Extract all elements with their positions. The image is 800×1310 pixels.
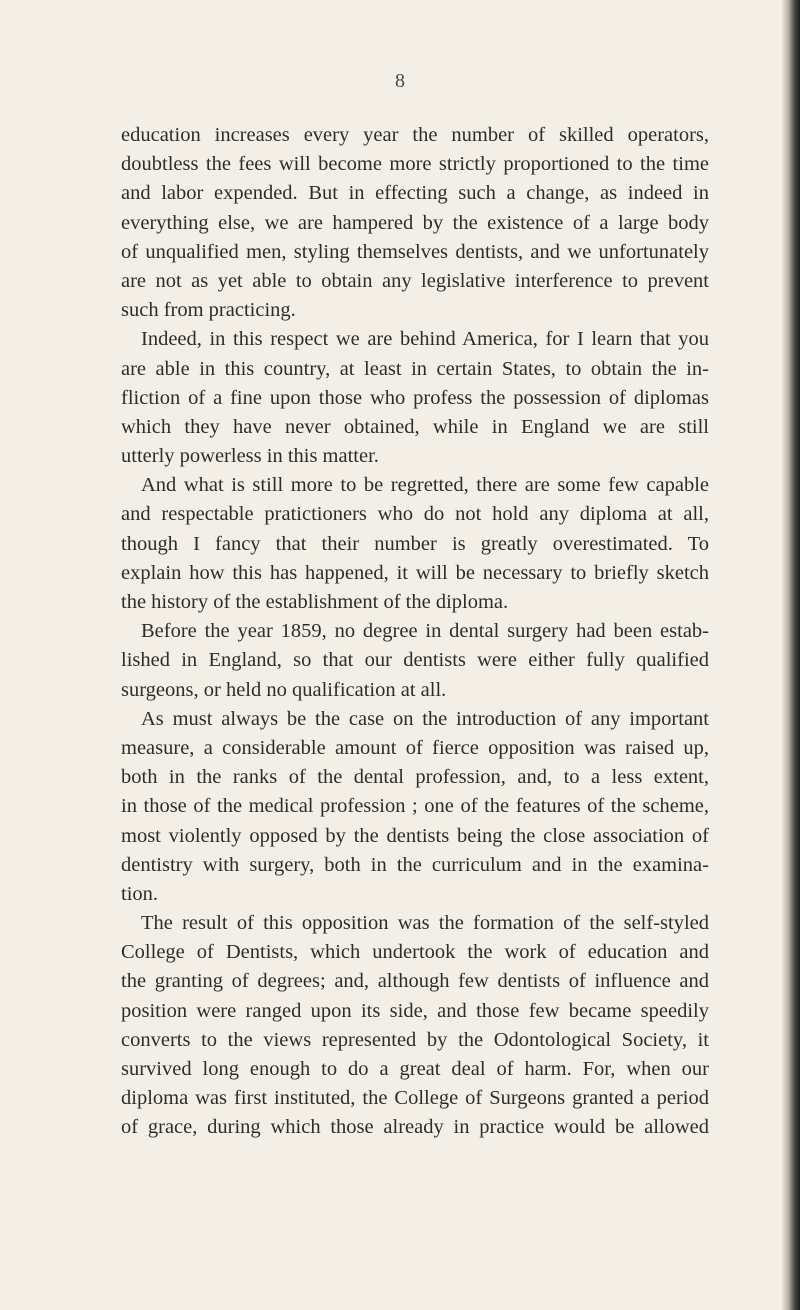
text-line: of grace, during which those already in practice would be allowed — [121, 1116, 709, 1139]
text-line: Indeed, in this respect we are behind America, for I learn that you — [141, 328, 709, 351]
text-line: the history of the establishment of the diploma. — [121, 591, 509, 613]
text-line: in those of the medical profession ; one of the features of the scheme, — [121, 795, 709, 818]
text-line: tion. — [121, 882, 159, 905]
text-line: As must always be the case on the introduction of any important — [141, 707, 709, 730]
text-line: measure, a considerable amount of fierce opposition was raised up, — [121, 736, 709, 759]
text-line: diploma was first instituted, the College of Surgeons granted a period — [121, 1087, 709, 1110]
text-line: converts to the views represented by the Odontological Society, it — [121, 1028, 709, 1051]
text-line: such from practicing. — [121, 299, 296, 322]
text-line: explain how this has happened, it will be necessary to briefly sketch — [121, 561, 709, 584]
text-line: fliction of a fine upon those who profess the possession of diplomas — [121, 386, 709, 409]
text-line: though I fancy that their number is greatly overestimated. To — [121, 532, 709, 555]
text-line: dentistry with surgery, both in the curriculum and in the examina- — [121, 853, 709, 876]
text-line: are not as yet able to obtain any legislative interference to prevent — [121, 269, 709, 292]
text-line: both in the ranks of the dental profession, and, to a less extent, — [121, 766, 709, 789]
text-line: and labor expended. But in effecting such a change, as indeed in — [121, 182, 709, 205]
text-line: are able in this country, at least in certain States, to obtain the in- — [121, 357, 709, 380]
text-line: which they have never obtained, while in England we are still — [121, 415, 709, 438]
text-line: the granting of degrees; and, although few dentists of influence and — [121, 970, 709, 993]
text-line: And what is still more to be regretted, there are some few capable — [141, 474, 709, 497]
text-line: lished in England, so that our dentists were either fully qualified — [121, 649, 709, 672]
text-line: College of Dentists, which undertook the work of education and — [121, 941, 709, 964]
text-line: doubtless the fees will become more strictly proportioned to the time — [121, 153, 709, 176]
text-line: utterly powerless in this matter. — [121, 445, 379, 468]
text-line: of unqualified men, styling themselves dentists, and we unfortunately — [121, 240, 709, 263]
page-edge-shadow — [782, 0, 800, 1310]
text-line: everything else, we are hampered by the existence of a large body — [121, 211, 709, 234]
text-line: education increases every year the number of skilled operators, — [121, 124, 709, 146]
text-line: and respectable pratictioners who do not hold any diploma at all, — [121, 503, 709, 526]
text-line: survived long enough to do a great deal of harm. For, when our — [121, 1058, 709, 1080]
text-line: surgeons, or held no qualification at all. — [121, 678, 447, 701]
text-line: most violently opposed by the dentists being the close association of — [121, 824, 709, 847]
body-text — [121, 121, 709, 1143]
text-line: position were ranged upon its side, and those few became speedily — [121, 999, 709, 1022]
page-number: 8 — [395, 70, 405, 92]
text-line: The result of this opposition was the formation of the self-styled — [141, 912, 709, 935]
text-line: Before the year 1859, no degree in dental surgery had been estab- — [141, 620, 709, 643]
